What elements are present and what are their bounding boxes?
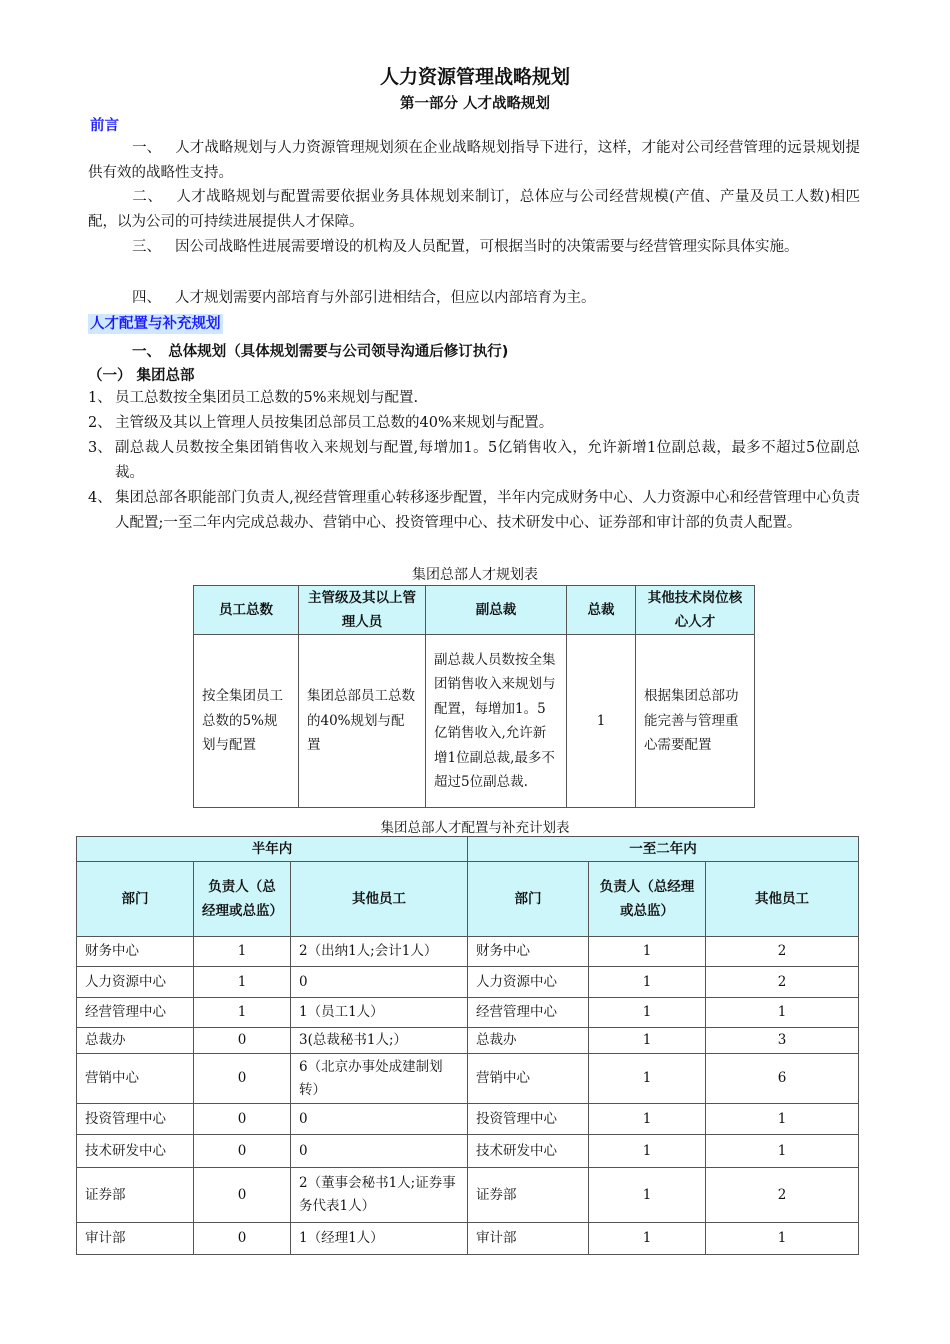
table-cell: 2 — [706, 967, 859, 998]
preface-paragraph-2: 二、 人才战略规划与配置需要依据业务具体规划来制订，总体应与公司经营规模(产值、产量及员工人数)相匹配，以为公司的可持续进展提供人才保障。 — [88, 189, 861, 230]
table-cell: 总裁办 — [468, 1028, 589, 1054]
table-row — [194, 635, 755, 808]
table-row — [77, 967, 859, 998]
table1-caption: 集团总部人才规划表 — [412, 567, 538, 583]
table-cell: 财务中心 — [468, 937, 589, 967]
document-title: 人力资源管理战略规划 — [379, 66, 570, 88]
group-header-half-year: 半年内 — [77, 837, 468, 862]
table-header-cell: 总裁 — [567, 586, 636, 635]
table-header-cell: 部门 — [77, 862, 194, 937]
table-cell: 1 — [589, 1028, 706, 1054]
table-cell: 0 — [194, 1223, 291, 1255]
table-header-cell: 主管级及其以上管理人员 — [299, 586, 426, 635]
table-cell: 6（北京办事处成建制划转） — [291, 1054, 468, 1104]
staffing-plan-table — [76, 836, 859, 1255]
table-header-cell: 其他技术岗位核心人才 — [636, 586, 755, 635]
table-cell: 1 — [589, 1104, 706, 1135]
table-cell: 2 — [706, 937, 859, 967]
table-cell: 副总裁人员数按全集团销售收入来规划与配置，每增加1。5亿销售收入,允许新增1位副总裁,最多不超过5位副总裁. — [426, 635, 567, 808]
table-cell: 投资管理中心 — [77, 1104, 194, 1135]
table-cell: 人力资源中心 — [77, 967, 194, 998]
list-item: 3、 副总裁人员数按全集团销售收入来规划与配置,每增加1。5亿销售收入，允许新增1位副总裁，最多不超过5位副总裁。 — [88, 440, 860, 481]
table-group-header-row — [77, 837, 859, 862]
preface-paragraph-1: 一、 人才战略规划与人力资源管理规划须在企业战略规划指导下进行，这样，才能对公司经营管理的远景规划提供有效的战略性支持。 — [88, 140, 861, 181]
table-cell: 1（经理1人） — [291, 1223, 468, 1255]
table-cell: 3 — [706, 1028, 859, 1054]
table-cell: 1 — [589, 1168, 706, 1223]
list-item: 1、 员工总数按全集团员工总数的5%来规划与配置. — [88, 390, 419, 406]
table-cell: 0 — [291, 1104, 468, 1135]
table-cell: 1（员工1人） — [291, 998, 468, 1028]
preface-heading: 前言 — [90, 118, 119, 134]
table-cell: 2（董事会秘书1人;证券事务代表1人） — [291, 1168, 468, 1223]
table-cell: 0 — [194, 1104, 291, 1135]
table-cell: 0 — [194, 1135, 291, 1168]
table-header-cell: 员工总数 — [194, 586, 299, 635]
table-row — [77, 998, 859, 1028]
table-row — [77, 937, 859, 967]
table-cell: 1 — [589, 998, 706, 1028]
table-header-row — [194, 586, 755, 635]
table-cell: 审计部 — [77, 1223, 194, 1255]
table-cell: 1 — [194, 998, 291, 1028]
table-cell: 1 — [194, 937, 291, 967]
table-header-cell: 负责人（总经理或总监） — [589, 862, 706, 937]
table-cell: 0 — [194, 1168, 291, 1223]
table-cell: 1 — [589, 1135, 706, 1168]
table-cell: 技术研发中心 — [77, 1135, 194, 1168]
table-row — [77, 1135, 859, 1168]
table-cell: 审计部 — [468, 1223, 589, 1255]
table-cell: 1 — [589, 937, 706, 967]
table-header-cell: 负责人（总经理或总监） — [194, 862, 291, 937]
table-cell: 1 — [589, 1054, 706, 1104]
table-cell: 6 — [706, 1054, 859, 1104]
table-cell: 经营管理中心 — [468, 998, 589, 1028]
table-cell: 总裁办 — [77, 1028, 194, 1054]
list-item: 2、 主管级及其以上管理人员按集团总部员工总数的40%来规划与配置。 — [88, 415, 554, 431]
table-header-cell: 其他员工 — [291, 862, 468, 937]
table-cell: 集团总部员工总数的40%规划与配置 — [299, 635, 426, 808]
talent-plan-table — [193, 585, 755, 808]
table-cell: 经营管理中心 — [77, 998, 194, 1028]
preface-paragraph-4: 四、 人才规划需要内部培育与外部引进相结合，但应以内部培育为主。 — [132, 290, 596, 306]
table-cell: 投资管理中心 — [468, 1104, 589, 1135]
table-row — [77, 1168, 859, 1223]
table-header-cell: 其他员工 — [706, 862, 859, 937]
table-cell: 1 — [706, 1104, 859, 1135]
table-cell: 1 — [567, 635, 636, 808]
table-cell: 1 — [589, 1223, 706, 1255]
table-row — [77, 1104, 859, 1135]
table-cell: 技术研发中心 — [468, 1135, 589, 1168]
table-row — [77, 1054, 859, 1104]
table-cell: 2 — [706, 1168, 859, 1223]
table-cell: 1 — [194, 967, 291, 998]
table-cell: 财务中心 — [77, 937, 194, 967]
group-hq-heading: （一） 集团总部 — [88, 368, 195, 384]
table-header-cell: 副总裁 — [426, 586, 567, 635]
table-row — [77, 1028, 859, 1054]
table-cell: 人力资源中心 — [468, 967, 589, 998]
table-header-cell: 部门 — [468, 862, 589, 937]
table-cell: 1 — [589, 967, 706, 998]
overall-plan-heading: 一、 总体规划（具体规划需要与公司领导沟通后修订执行) — [132, 344, 509, 360]
table-header-row — [77, 862, 859, 937]
list-item: 4、 集团总部各职能部门负责人,视经营管理重心转移逐步配置，半年内完成财务中心、人力资源中心和经营管理中心负责人配置;一至二年内完成总裁办、营销中心、投资管理中心、技术研发中心、证券部和审计部的负责人配置。 — [88, 490, 860, 531]
table-cell: 3(总裁秘书1人;） — [291, 1028, 468, 1054]
table-cell: 0 — [194, 1028, 291, 1054]
table-cell: 1 — [706, 998, 859, 1028]
table-cell: 1 — [706, 1135, 859, 1168]
table-cell: 按全集团员工总数的5%规划与配置 — [194, 635, 299, 808]
table-cell: 2（出纳1人;会计1人） — [291, 937, 468, 967]
table-cell: 0 — [291, 967, 468, 998]
table-cell: 0 — [291, 1135, 468, 1168]
section-heading-talent-config: 人才配置与补充规划 — [90, 316, 221, 332]
table-row — [77, 1223, 859, 1255]
table-cell: 证券部 — [77, 1168, 194, 1223]
group-header-one-two-years: 一至二年内 — [468, 837, 859, 862]
table-cell: 营销中心 — [77, 1054, 194, 1104]
preface-paragraph-3: 三、 因公司战略性进展需要增设的机构及人员配置，可根据当时的决策需要与经营管理实际具体实施。 — [132, 239, 799, 255]
table-cell: 证券部 — [468, 1168, 589, 1223]
table-cell: 0 — [194, 1054, 291, 1104]
table2-caption: 集团总部人才配置与补充计划表 — [380, 820, 570, 836]
document-subtitle: 第一部分 人才战略规划 — [399, 96, 551, 112]
table-cell: 根据集团总部功能完善与管理重心需要配置 — [636, 635, 755, 808]
table-cell: 营销中心 — [468, 1054, 589, 1104]
hq-rule-list — [88, 386, 860, 536]
table-cell: 1 — [706, 1223, 859, 1255]
